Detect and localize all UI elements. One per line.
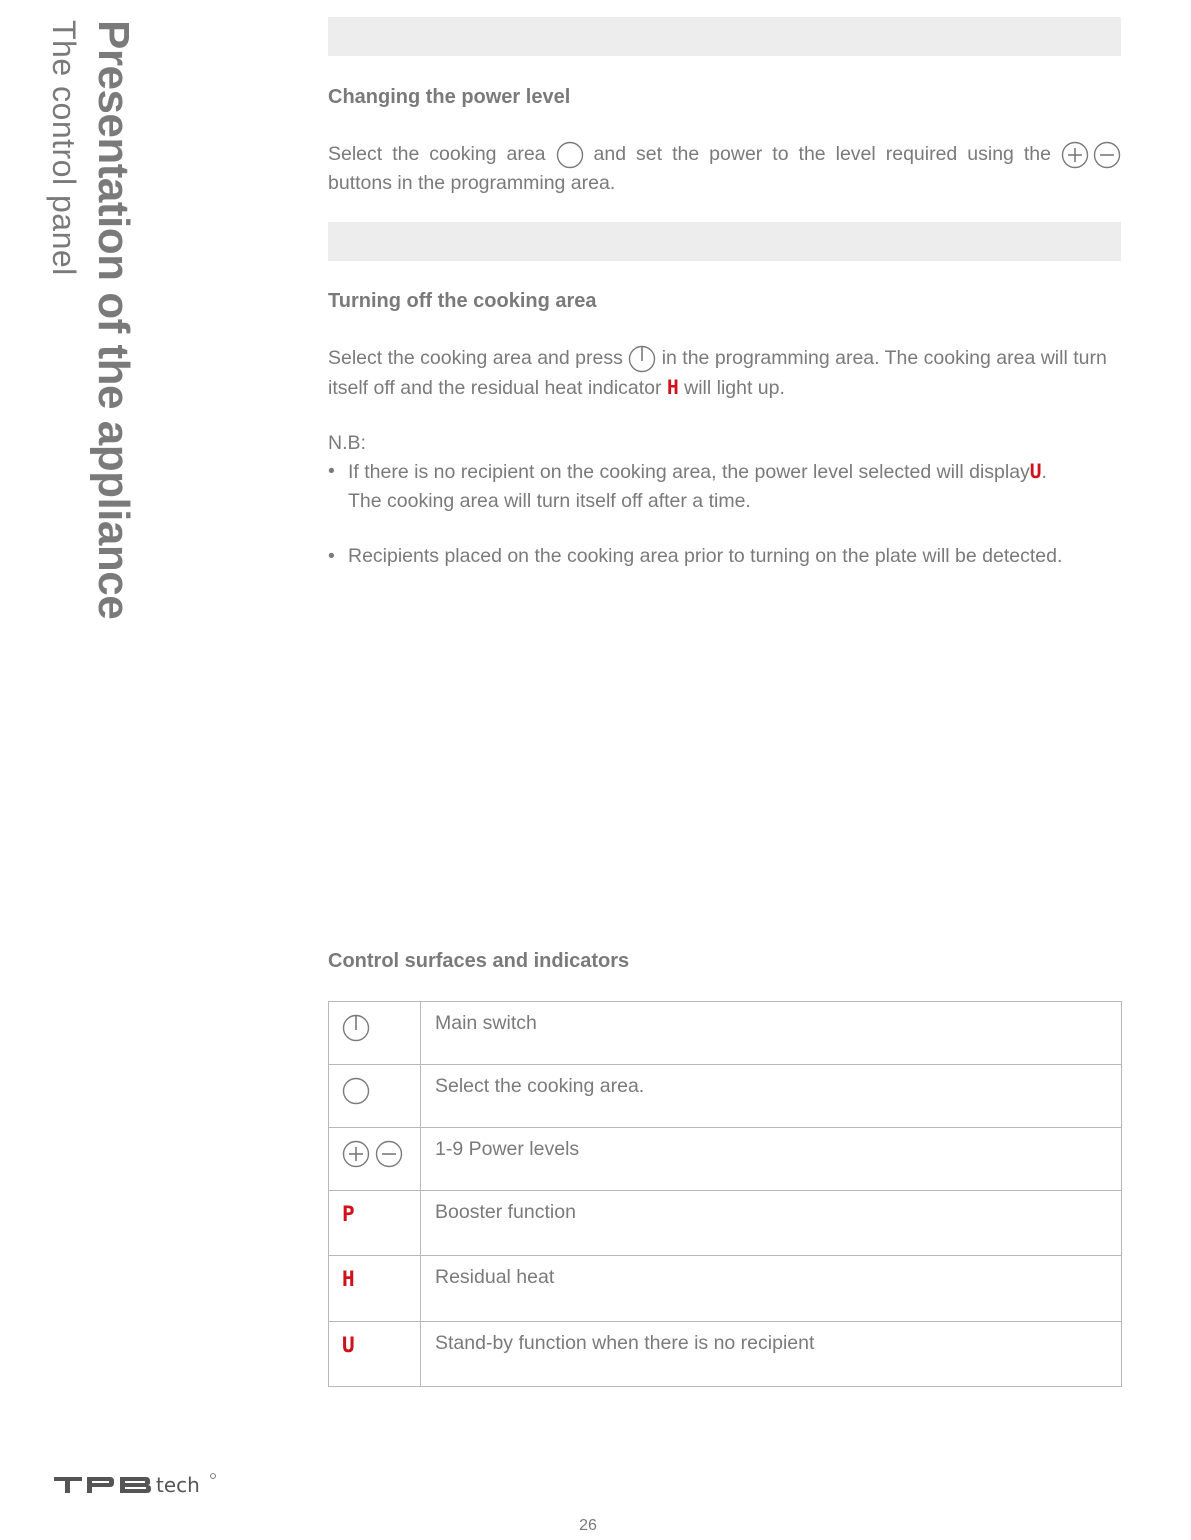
table-row: [329, 1065, 1122, 1128]
plus-icon: [1061, 141, 1089, 169]
section-heading-power-level: Changing the power level: [328, 86, 571, 108]
table-cell-symbol: [329, 1191, 421, 1256]
text-fragment: Select the cooking area: [328, 143, 546, 165]
text-fragment: buttons in the programming area.: [328, 172, 616, 194]
minus-icon: [375, 1140, 403, 1168]
plus-icon: [342, 1140, 370, 1168]
section-heading-turn-off: Turning off the cooking area: [328, 290, 597, 312]
table-cell-label: Select the cooking area.: [421, 1065, 1122, 1128]
residual-heat-indicator-glyph: H: [342, 1267, 355, 1291]
table-row: [329, 1002, 1122, 1065]
table-cell-label: 1-9 Power levels: [421, 1128, 1122, 1191]
notes-label: N.B:: [328, 432, 366, 454]
circle-icon: [556, 141, 584, 169]
table-cell-label: Residual heat: [421, 1256, 1122, 1322]
bullet-marker: •: [328, 460, 335, 482]
tpbtech-logo: [54, 1472, 224, 1498]
table-row: [329, 1128, 1122, 1191]
side-title-block: [44, 20, 138, 720]
side-subtitle: The control panel: [46, 20, 82, 276]
side-title: Presentation of the appliance: [89, 20, 138, 620]
table-cell-label: Main switch: [421, 1002, 1122, 1065]
control-heading: Control surfaces and indicators: [328, 950, 630, 972]
table-cell-symbol: [329, 1002, 421, 1065]
svg-text:tech: tech: [156, 1473, 200, 1497]
text-fragment: Select the cooking area and press: [328, 347, 623, 369]
list-item: [328, 542, 1121, 571]
power-icon: [628, 345, 656, 373]
section-band: [328, 222, 1121, 261]
text-fragment: will light up.: [684, 377, 785, 399]
table-cell-symbol: [329, 1065, 421, 1128]
brand-logo: [54, 1472, 224, 1503]
control-table: [328, 1001, 1122, 1387]
standby-indicator-glyph: U: [1029, 460, 1042, 483]
text-fragment: in the programming area. The cooking area will turn itself off and the residual heat indicator: [328, 347, 1107, 399]
table-cell-symbol: [329, 1322, 421, 1387]
text-fragment: and set the power to the level required using the: [593, 143, 1051, 165]
standby-indicator-glyph: U: [342, 1333, 355, 1357]
text-fragment: The cooking area will turn itself off after a time.: [348, 490, 751, 512]
section-text-turn-off: [328, 344, 1121, 403]
table-cell-label: Booster function: [421, 1191, 1122, 1256]
booster-indicator-glyph: P: [342, 1202, 355, 1226]
table-row: [329, 1256, 1122, 1322]
table-row: [329, 1322, 1122, 1387]
text-fragment: .: [1041, 461, 1047, 483]
section-band: [328, 17, 1121, 56]
circle-icon: [342, 1077, 370, 1105]
bullet-marker: •: [328, 545, 335, 567]
table-cell-symbol: [329, 1256, 421, 1322]
list-item: [328, 457, 1121, 515]
text-fragment: If there is no recipient on the cooking area, the power level selected will display: [348, 461, 1030, 483]
table-cell-symbol: [329, 1128, 421, 1191]
minus-icon: [1093, 141, 1121, 169]
power-icon: [342, 1014, 370, 1042]
table-cell-label: Stand-by function when there is no recipient: [421, 1322, 1122, 1387]
section-text-power-level: [328, 140, 1121, 198]
list-item-text: Recipients placed on the cooking area prior to turning on the plate will be detected.: [348, 545, 1063, 567]
residual-heat-indicator-glyph: H: [666, 376, 679, 399]
page-number: 26: [579, 1517, 597, 1534]
table-row: [329, 1191, 1122, 1256]
list-item-text: [348, 457, 1121, 516]
